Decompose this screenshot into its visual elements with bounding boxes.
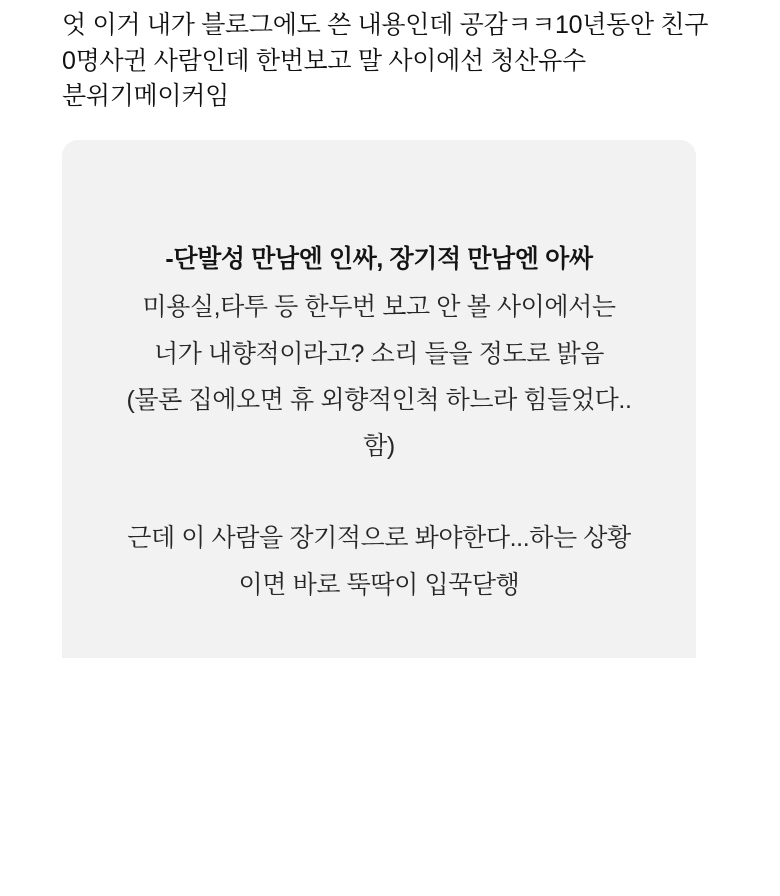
quote-headline: -단발성 만남엔 인싸, 장기적 만남엔 아싸 bbox=[165, 245, 593, 273]
quote-line-3: (물론 집에오면 휴 외향적인척 하느라 힘들었다.. bbox=[126, 385, 632, 414]
quote-line-4: 함) bbox=[363, 432, 395, 460]
quote-tail-line-1: 근데 이 사람을 장기적으로 봐야한다...하는 상황 bbox=[127, 524, 631, 553]
intro-comment-text: 엇 이거 내가 블로그에도 쓴 내용인데 공감ㅋㅋ10년동안 친구 0명사귄 사람인데 한번보고 말 사이에선 청산유수 분위기메이커임 bbox=[62, 11, 715, 110]
quote-line-1: 미용실,타투 등 한두번 보고 안 볼 사이에서는 bbox=[142, 293, 616, 322]
quoted-post-body bbox=[84, 140, 674, 608]
quote-tail-line-2: 이면 바로 뚝딱이 입꾹닫행 bbox=[238, 570, 520, 599]
paragraph-spacer bbox=[84, 469, 674, 515]
quote-line-2: 너가 내향적이라고? 소리 들을 정도로 밝음 bbox=[154, 339, 604, 368]
quoted-post-card bbox=[62, 140, 696, 658]
